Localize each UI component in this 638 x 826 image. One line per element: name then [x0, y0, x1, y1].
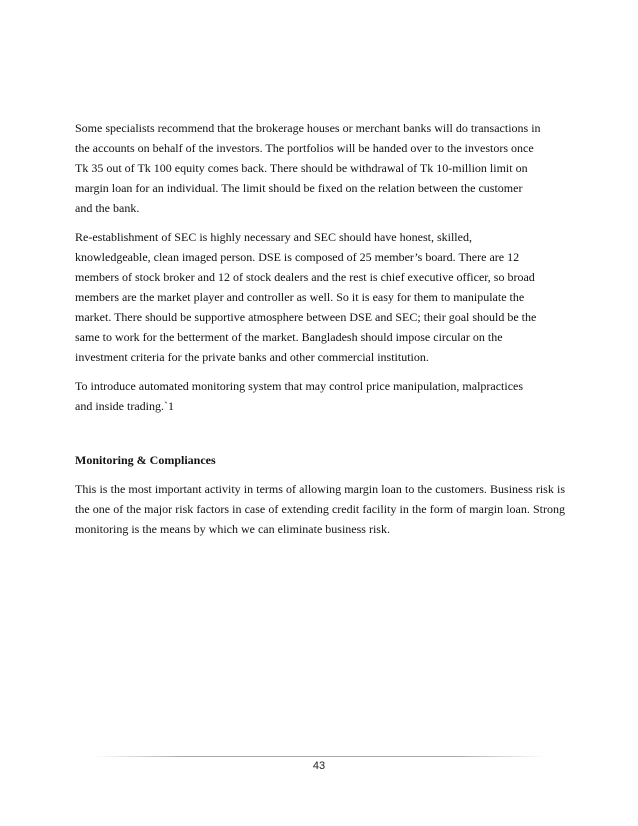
text-line: same to work for the betterment of the market. Bangladesh should impose circular on the [75, 330, 503, 344]
text-line: Some specialists recommend that the brokerage houses or merchant banks will do transactions in [75, 121, 541, 135]
section-heading: Monitoring & Compliances [75, 453, 216, 467]
page-body [75, 118, 565, 539]
paragraph-brokerage [75, 118, 565, 218]
text-line: the accounts on behalf of the investors. The portfolios will be handed over to the investors once [75, 141, 534, 155]
page-number: 43 [312, 760, 326, 772]
text-line: investment criteria for the private banks and other commercial institution. [75, 350, 429, 364]
text-line: market. There should be supportive atmosphere between DSE and SEC; their goal should be the [75, 310, 537, 324]
text-line: and inside trading.`1 [75, 399, 174, 413]
text-line: Tk 35 out of Tk 100 equity comes back. There should be withdrawal of Tk 10-million limit on [75, 161, 528, 175]
text-line: margin loan for an individual. The limit should be fixed on the relation between the customer [75, 181, 523, 195]
text-line: knowledgeable, clean imaged person. DSE is composed of 25 member’s board. There are 12 [75, 250, 520, 264]
footer-divider [95, 756, 545, 757]
text-line: and the bank. [75, 201, 140, 215]
text-line: To introduce automated monitoring system that may control price manipulation, malpractices [75, 379, 524, 393]
paragraph-monitoring: This is the most important activity in terms of allowing margin loan to the customers. Business risk is the one of the major risk factors in case of extending credit facility in the form of margin loan. Strong monitoring is the means by which we can eliminate business risk. [75, 482, 565, 536]
text-line: members of stock broker and 12 of stock dealers and the rest is chief executive officer, so broad [75, 270, 535, 284]
paragraph-monitoring-system [75, 376, 565, 416]
text-line: Re-establishment of SEC is highly necessary and SEC should have honest, skilled, [75, 230, 472, 244]
paragraph-sec [75, 227, 565, 367]
text-line: members are the market player and controller as well. So it is easy for them to manipulate the [75, 290, 525, 304]
